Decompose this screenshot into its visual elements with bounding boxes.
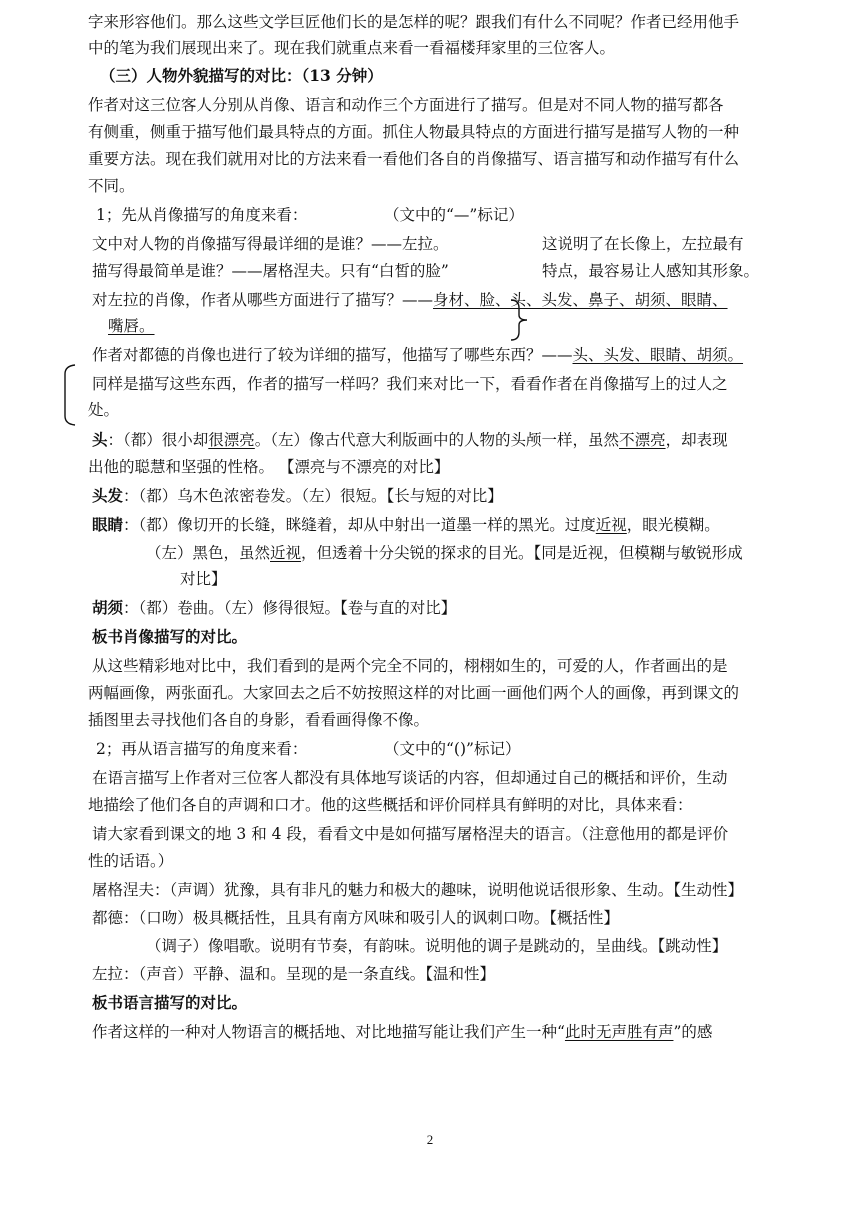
paragraph-line: 地描绘了他们各自的声调和口才。他的这些概括和评价同样具有鲜明的对比，具体来看： bbox=[88, 796, 693, 814]
subheading-portrait: 1；先从肖像描写的角度来看： bbox=[96, 206, 308, 224]
paragraph-line: 都德：（口吻）极具概括性，且具有南方风味和吸引人的讽刺口吻。【概括性】 bbox=[92, 909, 620, 927]
conclusion-line: 特点，最容易让人感知其形象。 bbox=[542, 262, 760, 280]
paragraph-line: 请大家看到课文的地 3 和 4 段，看看文中是如何描写屠格涅夫的语言。（注意他用的都是评价 bbox=[92, 825, 729, 843]
term-label: 眼睛 bbox=[92, 515, 124, 534]
page-number: 2 bbox=[426, 1132, 434, 1147]
answer-underlined: 身材、脸、头、头发、鼻子、胡须、眼睛、 bbox=[433, 291, 728, 309]
text-span: ：（都）乌木色浓密卷发。（左）很短。【长与短的对比】 bbox=[123, 487, 503, 505]
paragraph-line: 插图里去寻找他们各自的身影，看看画得像不像。 bbox=[88, 711, 430, 729]
answer-underlined: 头、头发、眼睛、胡须。 bbox=[572, 346, 744, 364]
comparison-beard bbox=[92, 598, 456, 618]
paragraph-line: 左拉：（声音）平静、温和。呈现的是一条直线。【温和性】 bbox=[92, 965, 496, 983]
paragraph-line: 对比】 bbox=[180, 570, 227, 588]
paragraph-line: 性的话语。） bbox=[88, 852, 174, 870]
underlined-span: 此时无声胜有声 bbox=[564, 1023, 674, 1041]
paragraph-line: 中的笔为我们展现出来了。现在我们就重点来看一看福楼拜家里的三位客人。 bbox=[88, 39, 616, 57]
question-text: 对左拉的肖像，作者从哪些方面进行了描写？—— bbox=[92, 291, 434, 309]
comparison-hair bbox=[92, 486, 503, 506]
marker-note: （文中的“()”标记） bbox=[384, 740, 521, 758]
blackboard-note: 板书语言描写的对比。 bbox=[92, 993, 248, 1012]
paragraph-line: 从这些精彩地对比中，我们看到的是两个完全不同的，栩栩如生的，可爱的人，作者画出的是 bbox=[92, 657, 728, 675]
text-span: ，眼光模糊。 bbox=[626, 516, 720, 534]
question-line: 文中对人物的肖像描写得最详细的是谁？——左拉。 bbox=[92, 235, 449, 253]
subheading-language: 2；再从语言描写的角度来看： bbox=[96, 740, 308, 758]
underlined-span: 近视 bbox=[270, 544, 302, 562]
section-heading: （三）人物外貌描写的对比：（13 分钟） bbox=[100, 66, 383, 85]
underlined-span: 很漂亮 bbox=[208, 431, 255, 449]
left-bracket-icon bbox=[62, 364, 76, 426]
text-span: 作者这样的一种对人物语言的概括地、对比地描写能让我们产生一种“ bbox=[92, 1023, 565, 1041]
question-text: 作者对都德的肖像也进行了较为详细的描写，他描写了哪些东西？—— bbox=[92, 346, 573, 364]
conclusion-line: 这说明了在长像上，左拉最有 bbox=[542, 235, 744, 253]
question-line: 描写得最简单是谁？——屠格涅夫。只有“白皙的脸” bbox=[92, 262, 449, 280]
paragraph-line: 在语言描写上作者对三位客人都没有具体地写谈话的内容，但却通过自己的概括和评价，生动 bbox=[92, 769, 728, 787]
paragraph-line: 两幅画像，两张面孔。大家回去之后不妨按照这样的对比画一画他们两个人的画像，再到课文的 bbox=[88, 684, 740, 702]
paragraph-line: 不同。 bbox=[88, 177, 135, 195]
paragraph-line: 字来形容他们。那么这些文学巨匠他们长的是怎样的呢？跟我们有什么不同呢？作者已经用他手 bbox=[88, 13, 740, 31]
paragraph-line: （调子）像唱歌。说明有节奏，有韵味。说明他的调子是跳动的，呈曲线。【跳动性】 bbox=[146, 937, 728, 955]
text-span: ：（都）像切开的长缝，眯缝着，却从中射出一道墨一样的黑光。过度 bbox=[123, 516, 596, 534]
blackboard-note: 板书肖像描写的对比。 bbox=[92, 627, 248, 646]
comparison-eyes bbox=[92, 515, 720, 535]
paragraph-line: 重要方法。现在我们就用对比的方法来看一看他们各自的肖像描写、语言描写和动作描写有什么 bbox=[88, 150, 740, 168]
comparison-eyes-cont bbox=[146, 543, 743, 563]
paragraph-line: 作者对这三位客人分别从肖像、语言和动作三个方面进行了描写。但是对不同人物的描写都各 bbox=[88, 96, 724, 114]
text-span: ，但透着十分尖锐的探求的目光。【同是近视，但模糊与敏锐形成 bbox=[301, 544, 743, 562]
term-label: 胡须 bbox=[92, 598, 124, 617]
paragraph-line: 出他的聪慧和坚强的性格。 【漂亮与不漂亮的对比】 bbox=[88, 458, 450, 476]
text-span: （左）黑色，虽然 bbox=[146, 544, 271, 562]
marker-note: （文中的“—”标记） bbox=[384, 206, 524, 224]
paragraph-line: 有侧重，侧重于描写他们最具特点的方面。抓住人物最具特点的方面进行描写是描写人物的一种 bbox=[88, 123, 740, 141]
text-span: 。（左）像古代意大利版画中的人物的头颅一样，虽然 bbox=[254, 431, 620, 449]
term-label: 头 bbox=[92, 430, 108, 449]
text-span: ”的感 bbox=[673, 1023, 713, 1041]
paragraph-line: 同样是描写这些东西，作者的描写一样吗？我们来对比一下，看看作者在肖像描写上的过人之 bbox=[92, 375, 728, 393]
paragraph-line: 屠格涅夫：（声调）犹豫，具有非凡的魅力和极大的趣味，说明他说话很形象、生动。【生动性】 bbox=[92, 881, 744, 899]
question-line bbox=[92, 345, 743, 365]
text-span: ：（都）卷曲。（左）修得很短。【卷与直的对比】 bbox=[123, 599, 457, 617]
paragraph-line bbox=[92, 1022, 712, 1042]
comparison-head bbox=[92, 430, 728, 450]
underlined-span: 近视 bbox=[595, 516, 627, 534]
answer-underlined: 嘴唇。 bbox=[108, 317, 155, 335]
paragraph-line: 处。 bbox=[88, 401, 120, 419]
question-line bbox=[92, 290, 728, 310]
text-span: ，却表现 bbox=[665, 431, 728, 449]
underlined-span: 不漂亮 bbox=[619, 431, 666, 449]
term-label: 头发 bbox=[92, 486, 124, 505]
text-span: ：（都）很小却 bbox=[107, 431, 209, 449]
